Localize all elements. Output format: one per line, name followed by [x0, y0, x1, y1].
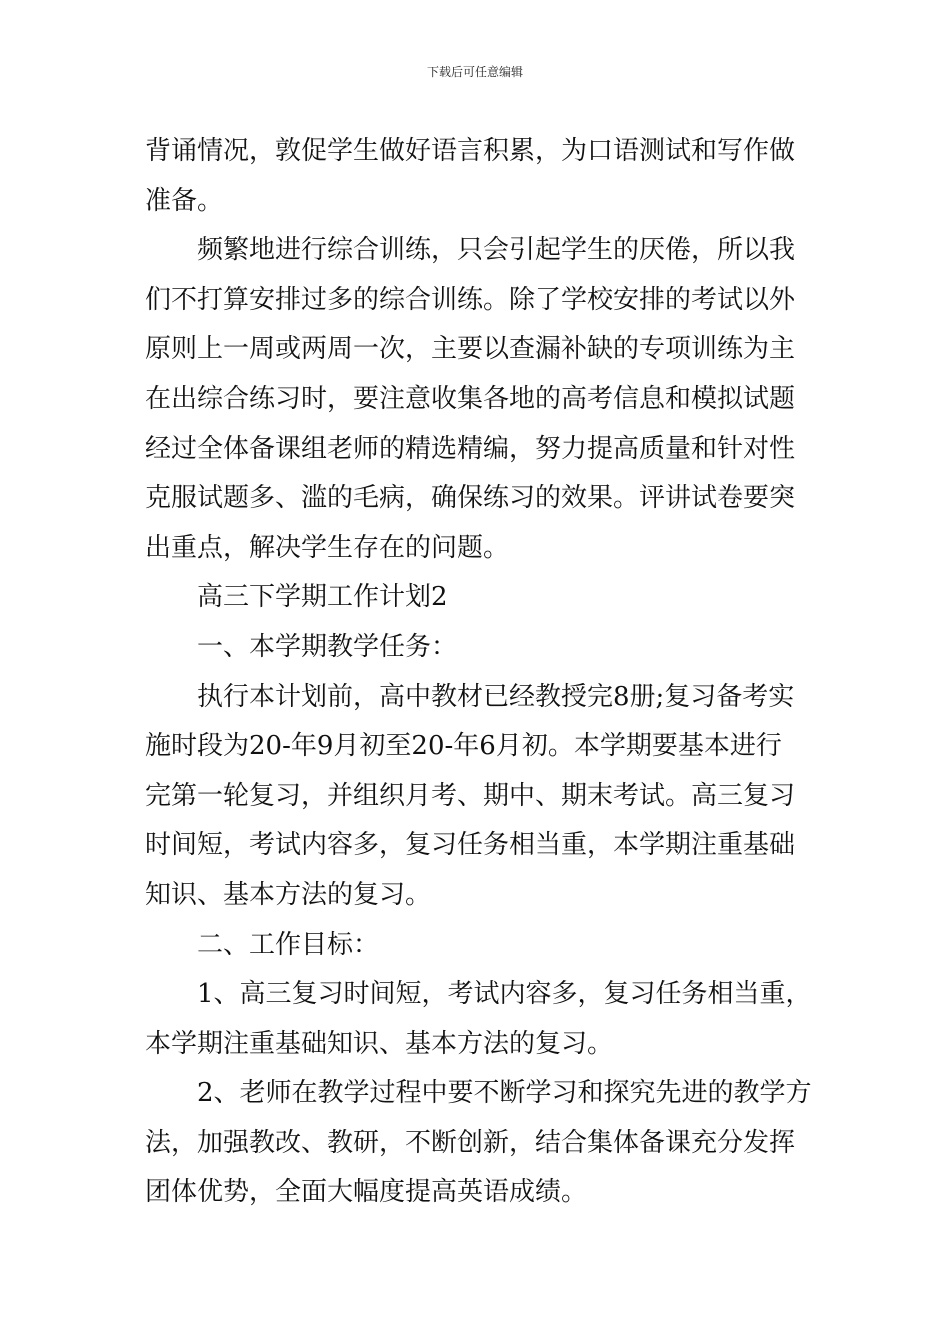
page-header: 下载后可任意编辑	[426, 65, 523, 79]
text-line: 知识、基本方法的复习。	[145, 879, 432, 910]
paragraph-start: 1、高三复习时间短，考试内容多，复习任务相当重，	[197, 979, 812, 1010]
section-title: 高三下学期工作计划2	[197, 582, 448, 613]
paragraph-start: 2、老师在教学过程中要不断学习和探究先进的教学方	[197, 1078, 812, 1109]
text-line: 经过全体备课组老师的精选精编，努力提高质量和针对性	[145, 433, 796, 464]
text-line: 法，加强教改、教研，不断创新，结合集体备课充分发挥	[145, 1127, 796, 1158]
text-line: 准备。	[145, 185, 224, 216]
text-line: 克服试题多、滥的毛病，确保练习的效果。评讲试卷要突	[145, 483, 796, 514]
paragraph-start: 执行本计划前，高中教材已经教授完8册;复习备考实	[197, 681, 795, 712]
text-line: 施时段为20-年9月初至20-年6月初。本学期要基本进行	[145, 731, 782, 762]
text-line: 团体优势，全面大幅度提高英语成绩。	[145, 1177, 588, 1208]
text-line: 在出综合练习时，要注意收集各地的高考信息和模拟试题	[145, 383, 796, 414]
text-line: 出重点，解决学生存在的问题。	[145, 532, 510, 563]
text-line: 背诵情况，敦促学生做好语言积累，为口语测试和写作做	[145, 136, 796, 166]
text-line: 时间短，考试内容多，复习任务相当重，本学期注重基础	[145, 830, 796, 861]
text-line: 原则上一周或两周一次，主要以查漏补缺的专项训练为主	[145, 334, 796, 365]
document-body	[145, 127, 810, 1218]
section-heading: 一、本学期教学任务：	[197, 631, 458, 662]
text-line: 本学期注重基础知识、基本方法的复习。	[145, 1028, 614, 1059]
section-heading: 二、工作目标：	[197, 929, 380, 960]
text-line: 们不打算安排过多的综合训练。除了学校安排的考试以外	[145, 284, 796, 315]
text-line: 完第一轮复习，并组织月考、期中、期末考试。高三复习	[145, 780, 796, 811]
paragraph-start: 频繁地进行综合训练，只会引起学生的厌倦，所以我	[197, 235, 796, 266]
